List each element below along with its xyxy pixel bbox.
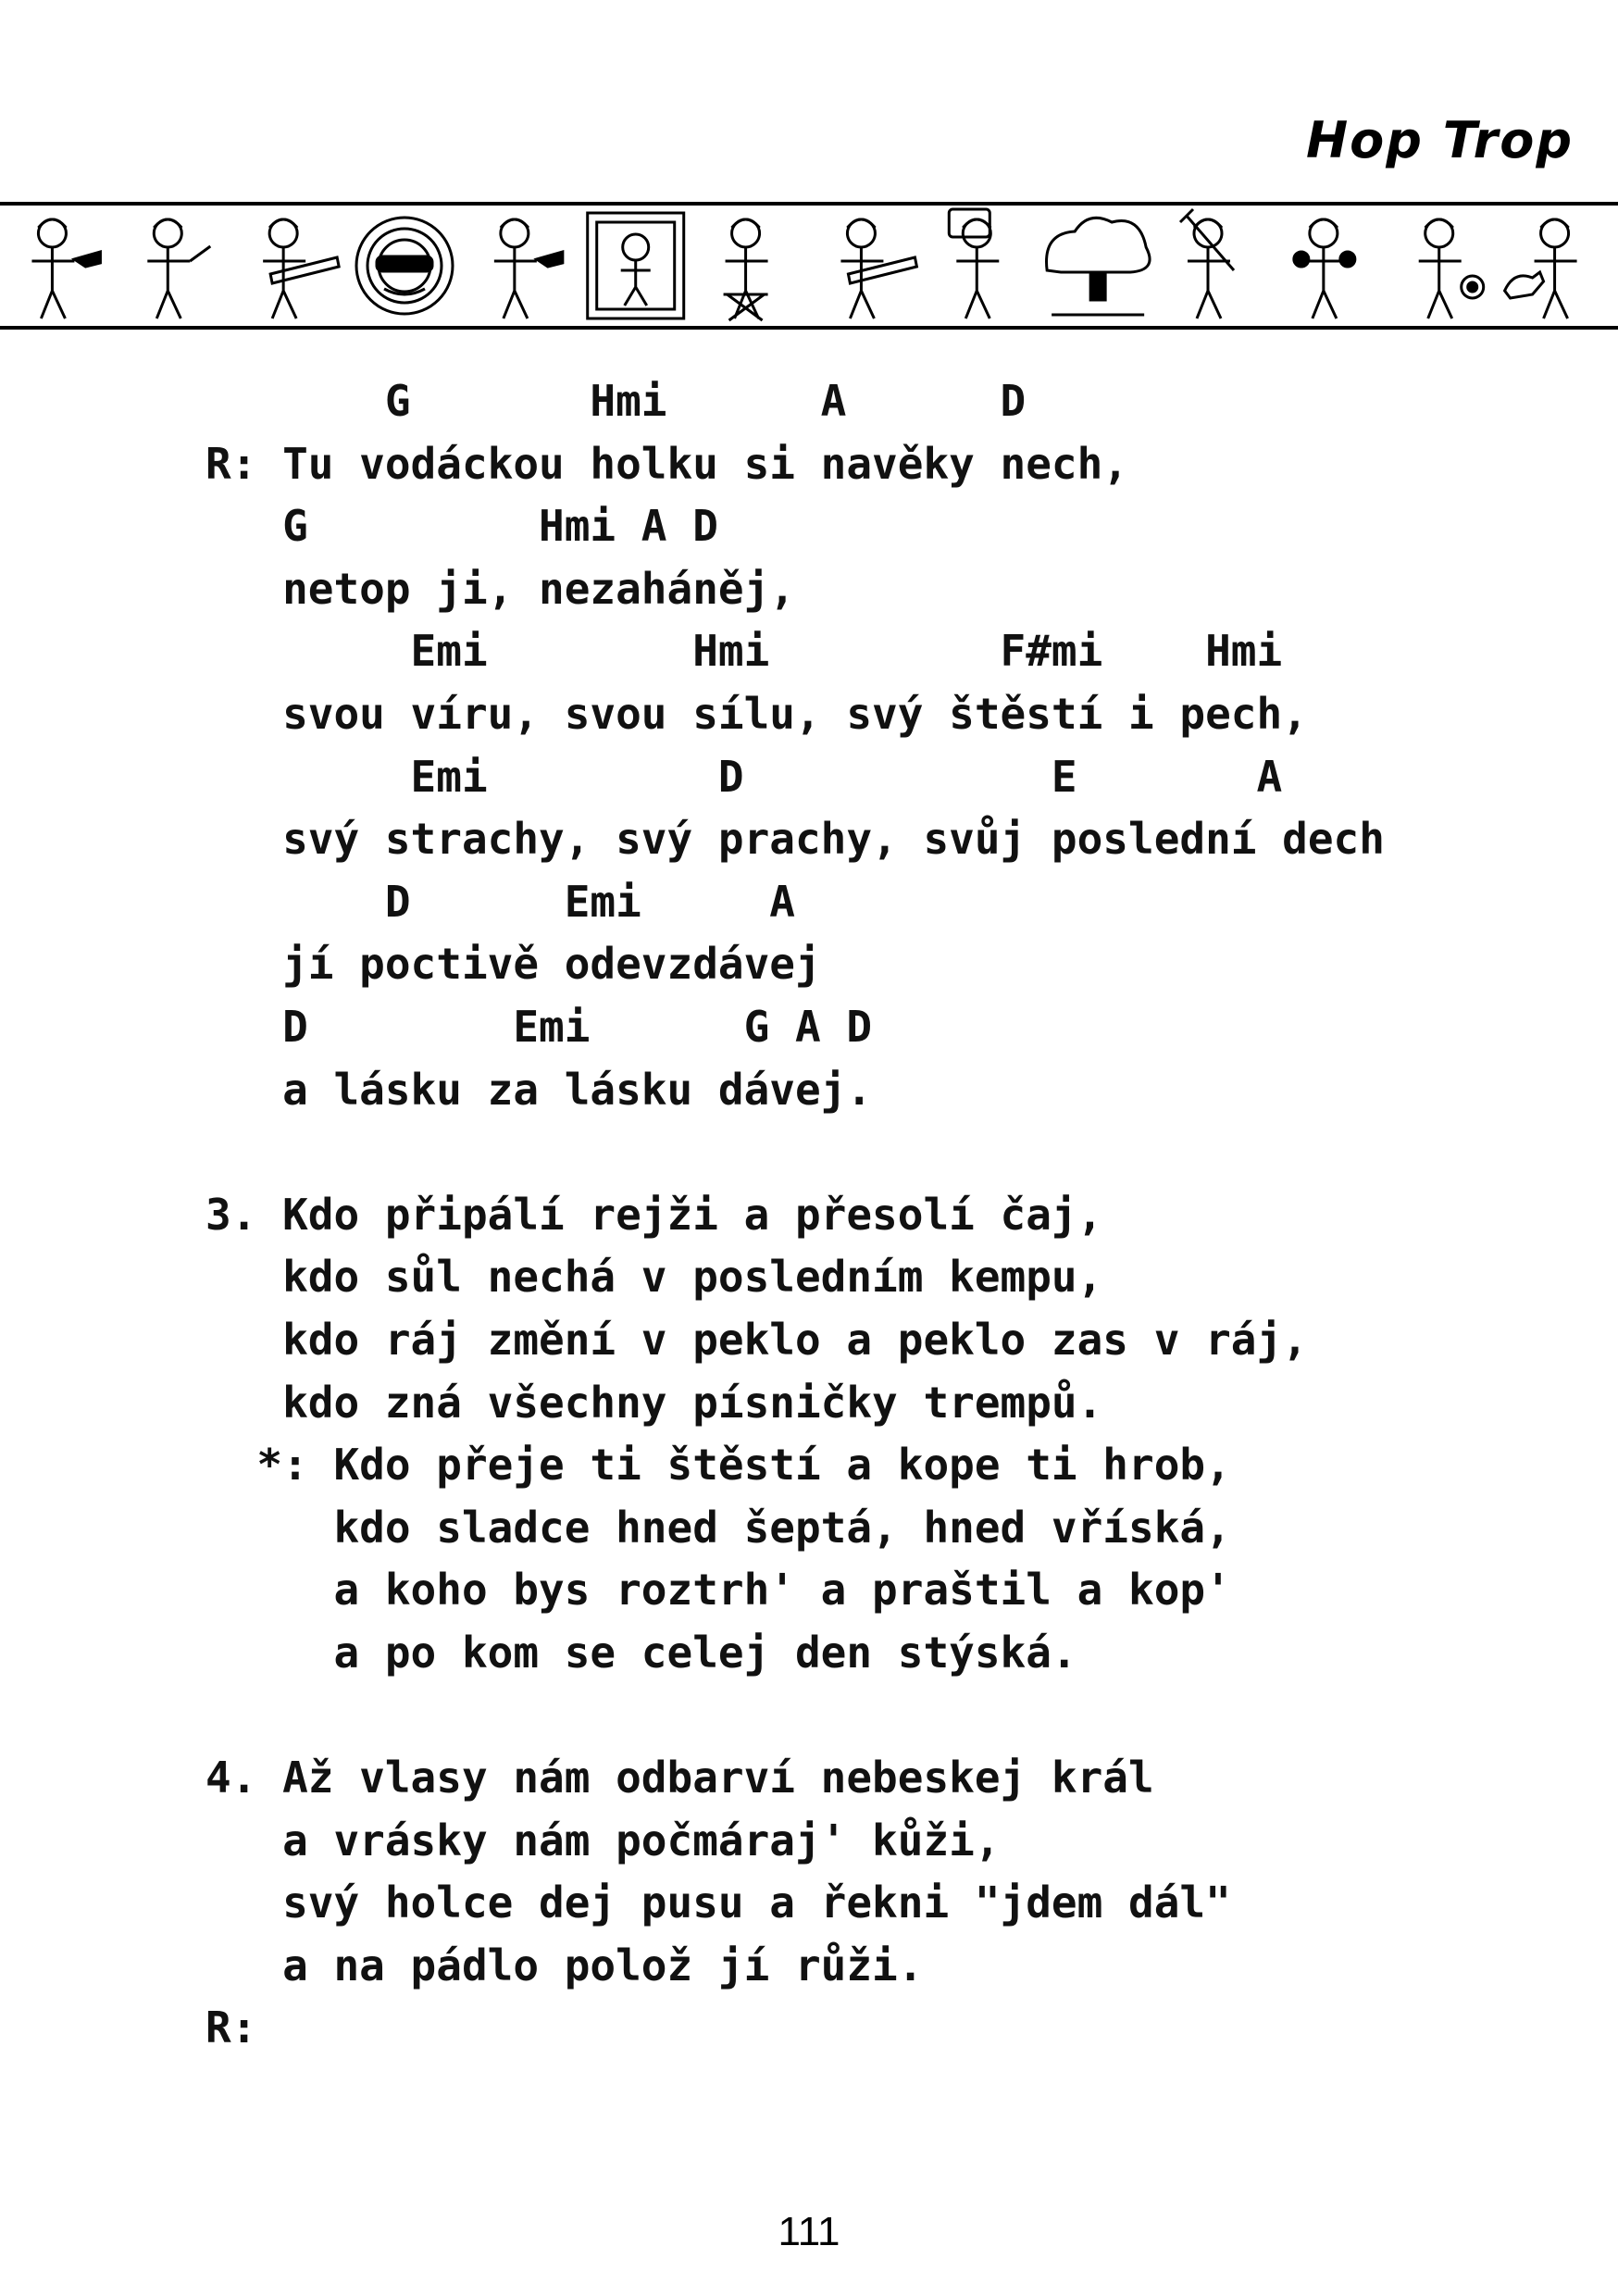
lyric-line: *: Kdo přeje ti štěstí a kope ti hrob, xyxy=(205,1440,1231,1491)
lyric-line: kdo sladce hned šeptá, hned vříská, xyxy=(205,1502,1231,1553)
lyric-line: R: Tu vodáckou holku si navěky nech, xyxy=(205,438,1128,489)
lyric-line: a koho bys roztrh' a praštil a kop' xyxy=(205,1565,1231,1616)
stanza-gap xyxy=(205,1121,1409,1184)
stanza-gap xyxy=(205,1684,1409,1747)
songbook-brand: Hop Trop xyxy=(1305,111,1574,169)
grenade-icon xyxy=(1419,219,1484,318)
chord-line: D Emi G A D xyxy=(205,1001,873,1052)
mushroom-cloud-icon xyxy=(1047,218,1151,315)
lyric-line: svý holce dej pusu a řekni "jdem dál" xyxy=(205,1878,1231,1928)
song-text xyxy=(205,370,1409,2060)
lyric-line: a vrásky nám počmáraj' kůži, xyxy=(205,1815,1001,1866)
barrel-carrier-icon xyxy=(949,209,999,318)
lyric-line: svou víru, svou sílu, svý štěstí i pech, xyxy=(205,688,1308,739)
lyric-line: 4. Až vlasy nám odbarví nebeskej král xyxy=(205,1753,1154,1803)
lyric-line: R: xyxy=(205,2003,257,2053)
lyric-line: a na pádlo polož jí růži. xyxy=(205,1940,924,1990)
pistol-icon xyxy=(31,219,100,318)
icon-banner-art xyxy=(0,206,1618,326)
falling-man-icon xyxy=(147,219,210,318)
strongman-icon xyxy=(1294,219,1355,318)
chord-line: Emi Hmi F#mi Hmi xyxy=(205,626,1283,677)
chord-line: G Hmi A D xyxy=(205,376,1027,426)
director-chair-icon xyxy=(724,219,768,320)
rifle-icon xyxy=(263,219,339,318)
minigun-icon xyxy=(840,219,916,318)
lyric-line: jí poctivě odevzdávej xyxy=(205,939,821,990)
page-number: 111 xyxy=(778,2209,840,2254)
lyric-line: a lásku za lásku dávej. xyxy=(205,1064,873,1115)
dog-companion-icon xyxy=(1505,219,1577,318)
revolver-icon xyxy=(494,219,563,318)
sword-icon xyxy=(1180,209,1234,318)
lyric-line: kdo zná všechny písničky trempů. xyxy=(205,1377,1103,1428)
lyric-line: svý strachy, svý prachy, svůj poslední dech xyxy=(205,814,1385,865)
lyric-line: kdo sůl nechá v posledním kempu, xyxy=(205,1252,1103,1303)
chord-line: G Hmi A D xyxy=(205,501,718,552)
vr-headset-icon xyxy=(356,218,453,314)
framed-figure-icon xyxy=(588,213,684,318)
lyric-line: kdo ráj změní v peklo a peklo zas v ráj, xyxy=(205,1314,1308,1365)
lyric-line: 3. Kdo připálí rejži a přesolí čaj, xyxy=(205,1189,1103,1240)
chord-line: D Emi A xyxy=(205,876,795,927)
lyric-line: a po kom se celej den stýská. xyxy=(205,1627,1077,1678)
icon-banner xyxy=(0,202,1618,330)
chord-line: Emi D E A xyxy=(205,751,1283,802)
lyric-line: netop ji, nezaháněj, xyxy=(205,563,795,614)
